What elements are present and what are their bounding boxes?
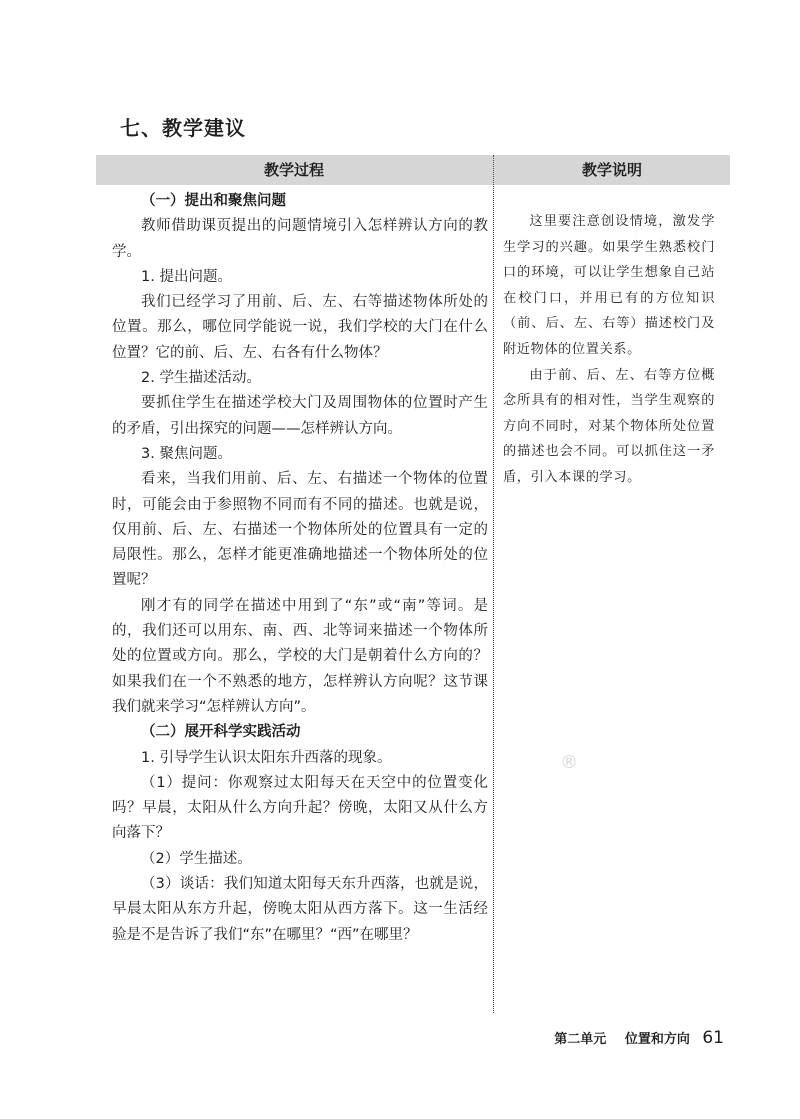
teaching-notes-column [503,209,715,491]
paragraph: 1. 引导学生认识太阳东升西落的现象。 [141,749,392,766]
paragraph: （2）学生描述。 [141,850,252,867]
paragraph: （1）提问：你观察过太阳每天在天空中的位置变化吗？早晨，太阳从什么方向升起？傍晚，太阳又从什么方向落下？ [112,774,488,842]
header-teaching-notes: 教学说明 [581,161,642,179]
registered-mark: ® [560,752,578,773]
note-paragraph: 这里要注意创设情境，激发学生学习的兴趣。如果学生熟悉校门口的环境，可以让学生想象自己站在校门口，并用已有的方位知识（前、后、左、右等）描述校门及附近物体的位置关系。 [503,214,715,357]
section-title: 七、教学建议 [120,116,246,140]
footer-unit: 第二单元 [554,1032,607,1047]
paragraph: （3）谈话：我们知道太阳每天东升西落，也就是说，早晨太阳从东方升起，傍晚太阳从西方落下。这一生活经验是不是告诉了我们“东”在哪里？“西”在哪里？ [112,876,488,943]
paragraph: 要抓住学生在描述学校大门及周围物体的位置时产生的矛盾，引出探究的问题——怎样辨认方向。 [112,395,488,437]
paragraph: 看来，当我们用前、后、左、右描述一个物体的位置时，可能会由于参照物不同而有不同的描述。也就是说，仅用前、后、左、右描述一个物体所处的位置具有一定的局限性。那么，怎样才能更准确地描述一个物体所处的位置呢？ [112,471,488,589]
paragraph: 3. 聚焦问题。 [141,445,232,462]
paragraph: 我们已经学习了用前、后、左、右等描述物体所处的位置。那么，哪位同学能说一说，我们学校的大门在什么位置？它的前、后、左、右各有什么物体？ [112,294,488,361]
subheading: （一）提出和聚焦问题 [141,193,286,209]
paragraph: 教师借助课页提出的问题情境引入怎样辨认方向的教学。 [112,218,488,260]
teaching-process-column [112,189,488,948]
paragraph: 1. 提出问题。 [141,268,232,285]
note-paragraph: 由于前、后、左、右等方位概念所具有的相对性，当学生观察的方向不同时，对某个物体所处位置的描述也会不同。可以抓住这一矛盾，引入本课的学习。 [503,367,715,485]
paragraph: 2. 学生描述活动。 [141,370,261,387]
header-teaching-process: 教学过程 [263,161,324,179]
footer-topic: 位置和方向 [624,1032,690,1047]
page-footer [554,1028,724,1048]
subheading: （二）展开科学实践活动 [141,724,301,741]
page-number: 61 [702,1028,724,1048]
column-divider [493,155,494,1013]
paragraph: 刚才有的同学在描述中用到了“东”或“南”等词。是的，我们还可以用东、南、西、北等词来描述一个物体所处的位置或方向。那么，学校的大门是朝着什么方向的？如果我们在一个不熟悉的地方，怎样辨认方向呢？这节课我们就来学习“怎样辨认方向”。 [112,597,488,715]
table-header [96,155,730,185]
